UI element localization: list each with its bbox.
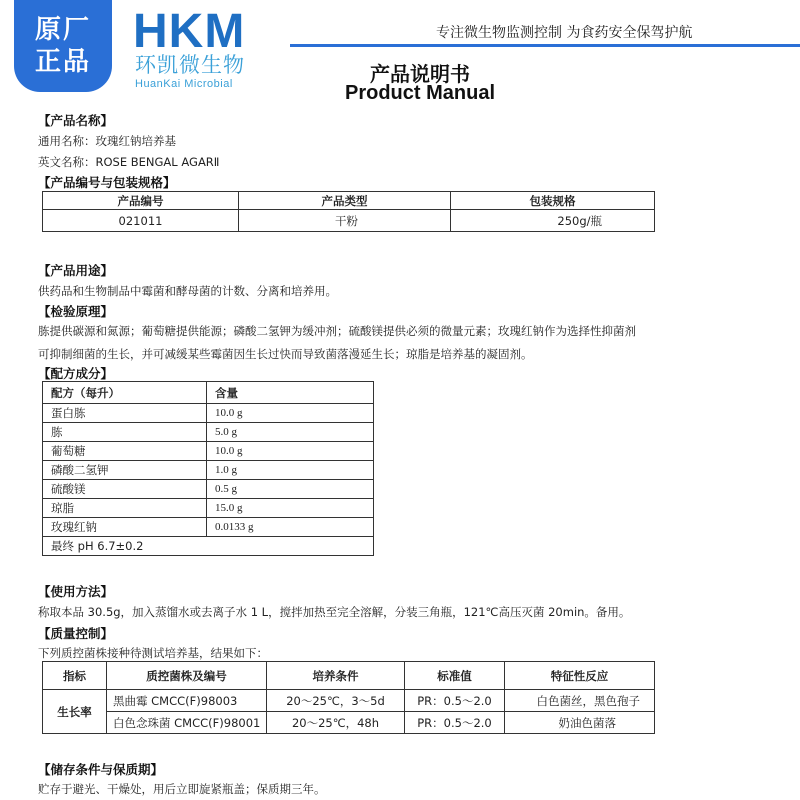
qc-table-header: 标准值 [405,662,505,690]
storage-text: 贮存于避光、干燥处，用后立即旋紧瓶盖；保质期三年。 [38,782,326,796]
title-chinese: 产品说明书 [370,62,470,86]
table-row [43,712,655,734]
title-english: Product Manual [344,82,495,104]
ingredient-name: 胨 [43,423,207,442]
qc-standard: PR：0.5～2.0 [405,712,505,734]
ingredient-name: 磷酸二氢钾 [43,461,207,480]
common-name: 通用名称：玫瑰红钠培养基 [38,134,176,148]
badge-line-1: 原厂 [34,15,91,45]
ingredient-amount: 1.0 g [207,461,374,480]
section-heading-code: 【产品编号与包装规格】 [38,175,176,190]
section-heading-method: 【使用方法】 [38,584,114,599]
section-heading-storage: 【储存条件与保质期】 [38,762,164,777]
tagline: 专注微生物监测控制 为食药安全保驾护航 [436,25,693,41]
ingredient-amount: 0.0133 g [207,518,374,537]
qc-table-header: 特征性反应 [505,662,655,690]
ingredient-name: 蛋白胨 [43,404,207,423]
table-row [43,404,374,423]
formula-table-header: 含量 [207,382,374,404]
table-row [43,423,374,442]
product-table [42,191,655,232]
qc-reaction: 奶油色菌落 [505,712,655,734]
principle-text-line-2: 可抑制细菌的生长，并可减缓某些霉菌因生长过快而导致菌落漫延生长；琼脂是培养基的凝固剂。 [38,347,533,361]
section-heading-name: 【产品名称】 [38,113,114,128]
logo-mark: HKM [133,5,246,58]
qc-reaction: 白色菌丝，黑色孢子 [505,690,655,712]
use-text: 供药品和生物制品中霉菌和酵母菌的计数、分离和培养用。 [38,284,337,298]
logo-chinese-name: 环凯微生物 [135,53,245,77]
qc-standard: PR：0.5～2.0 [405,690,505,712]
section-heading-use: 【产品用途】 [38,263,114,278]
method-text: 称取本品 30.5g，加入蒸馏水或去离子水 1 L，搅拌加热至完全溶解，分装三角瓶，121℃高压灭菌 20min。备用。 [38,605,631,619]
logo-english-name: HuanKai Microbial [135,78,233,90]
product-table-header: 产品编号 [43,192,239,210]
ingredient-amount: 5.0 g [207,423,374,442]
product-code: 021011 [43,210,239,232]
package-spec: 250g/瓶 [451,210,655,232]
ingredient-amount: 15.0 g [207,499,374,518]
ingredient-amount: 10.0 g [207,442,374,461]
table-row [43,480,374,499]
ingredient-name: 琼脂 [43,499,207,518]
qc-table-header: 质控菌株及编号 [107,662,267,690]
qc-table-header: 培养条件 [267,662,405,690]
qc-condition: 20～25℃，48h [267,712,405,734]
ingredient-name: 玫瑰红钠 [43,518,207,537]
ingredient-amount: 0.5 g [207,480,374,499]
ingredient-name: 硫酸镁 [43,480,207,499]
section-heading-qc: 【质量控制】 [38,626,114,641]
table-row [43,499,374,518]
ingredient-name: 葡萄糖 [43,442,207,461]
badge-line-2: 正品 [34,47,91,77]
qc-strain: 黑曲霉 CMCC(F)98003 [107,690,267,712]
qc-table-header: 指标 [43,662,107,690]
product-table-header: 产品类型 [239,192,451,210]
table-row [43,518,374,537]
header-divider [290,44,800,47]
formula-table [42,381,374,556]
qc-intro: 下列质控菌株接种待测试培养基，结果如下： [38,646,268,660]
final-ph: 最终 pH 6.7±0.2 [43,537,374,556]
table-row [43,461,374,480]
section-heading-formula: 【配方成分】 [38,366,114,381]
qc-condition: 20～25℃，3～5d [267,690,405,712]
product-table-header: 包装规格 [451,192,655,210]
qc-table [42,661,655,734]
table-row [43,442,374,461]
section-heading-principle: 【检验原理】 [38,304,114,319]
qc-metric: 生长率 [43,690,107,734]
ingredient-amount: 10.0 g [207,404,374,423]
table-row [43,690,655,712]
english-name: 英文名称：ROSE BENGAL AGARⅡ [38,155,220,169]
principle-text-line-1: 胨提供碳源和氮源；葡萄糖提供能源；磷酸二氢钾为缓冲剂；硫酸镁提供必须的微量元素；玫瑰红钠作为选择性抑菌剂 [38,324,636,338]
product-type: 干粉 [239,210,451,232]
qc-strain: 白色念珠菌 CMCC(F)98001 [107,712,267,734]
formula-table-header: 配方（每升） [43,382,207,404]
